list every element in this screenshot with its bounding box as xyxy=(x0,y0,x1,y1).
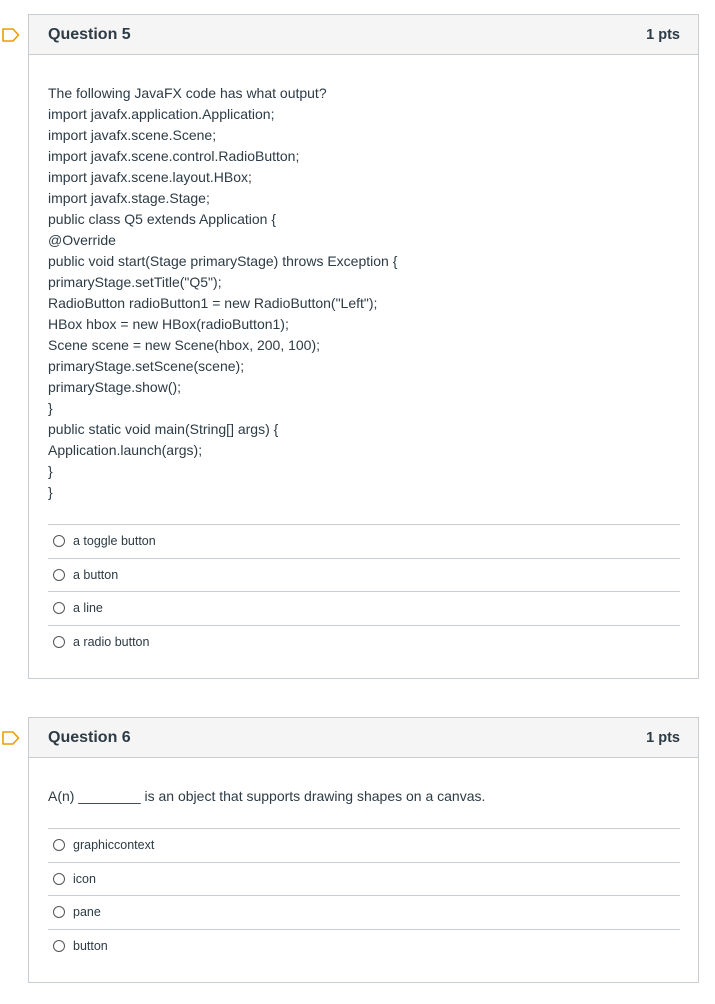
question-5-points: 1 pts xyxy=(646,26,680,43)
question-6-text xyxy=(48,758,680,807)
question-text-line: primaryStage.show(); xyxy=(48,379,182,395)
question-text-line: import javafx.scene.Scene; xyxy=(48,127,217,143)
answer-option[interactable] xyxy=(48,863,680,897)
question-text-line: import javafx.stage.Stage; xyxy=(48,190,210,206)
question-6-card xyxy=(28,717,699,983)
radio-unselected-icon[interactable] xyxy=(53,873,65,885)
answer-option[interactable] xyxy=(48,896,680,930)
question-text-line: primaryStage.setScene(scene); xyxy=(48,358,245,374)
flag-question-6-icon[interactable] xyxy=(2,731,20,745)
question-text-line: public static void main(String[] args) { xyxy=(48,421,279,437)
question-5-title: Question 5 xyxy=(48,25,131,43)
question-5-body xyxy=(29,55,698,659)
radio-unselected-icon[interactable] xyxy=(53,535,65,547)
question-5-header xyxy=(29,15,698,55)
question-text-line: Scene scene = new Scene(hbox, 200, 100); xyxy=(48,337,321,353)
question-text-line: primaryStage.setTitle("Q5"); xyxy=(48,274,222,290)
answer-option[interactable] xyxy=(48,525,680,559)
answer-option[interactable] xyxy=(48,592,680,626)
question-text-line: A(n) ________ is an object that supports drawing shapes on a canvas. xyxy=(48,788,486,804)
radio-unselected-icon[interactable] xyxy=(53,636,65,648)
question-6-header xyxy=(29,718,698,758)
question-text-line: import javafx.scene.control.RadioButton; xyxy=(48,148,300,164)
answer-option[interactable] xyxy=(48,829,680,863)
question-text-line: Application.launch(args); xyxy=(48,442,203,458)
question-text-line: import javafx.application.Application; xyxy=(48,106,275,122)
question-6-body xyxy=(29,758,698,963)
question-6-title: Question 6 xyxy=(48,728,131,746)
answer-option[interactable] xyxy=(48,559,680,593)
answer-label[interactable]: graphiccontext xyxy=(73,838,155,853)
question-6-points: 1 pts xyxy=(646,729,680,746)
answer-label[interactable]: a line xyxy=(73,601,103,616)
question-text-line: @Override xyxy=(48,232,116,248)
answer-label[interactable]: icon xyxy=(73,871,96,886)
answer-label[interactable]: pane xyxy=(73,905,101,920)
question-text-line: import javafx.scene.layout.HBox; xyxy=(48,169,252,185)
question-text-line: RadioButton radioButton1 = new RadioButton("Left"); xyxy=(48,295,378,311)
answer-label[interactable]: a button xyxy=(73,567,119,582)
question-text-line: } xyxy=(48,484,53,500)
question-text-line: public void start(Stage primaryStage) throws Exception { xyxy=(48,253,398,269)
radio-unselected-icon[interactable] xyxy=(53,940,65,952)
question-text-line: } xyxy=(48,400,53,416)
question-6-answers xyxy=(48,828,680,963)
radio-unselected-icon[interactable] xyxy=(53,839,65,851)
question-text-line: } xyxy=(48,463,53,479)
answer-option[interactable] xyxy=(48,626,680,660)
flag-question-5-icon[interactable] xyxy=(2,28,20,42)
answer-label[interactable]: a toggle button xyxy=(73,534,156,549)
answer-label[interactable]: button xyxy=(73,939,108,954)
radio-unselected-icon[interactable] xyxy=(53,569,65,581)
radio-unselected-icon[interactable] xyxy=(53,906,65,918)
answer-label[interactable]: a radio button xyxy=(73,635,150,650)
question-text-line: The following JavaFX code has what output? xyxy=(48,85,327,101)
question-5-card xyxy=(28,14,699,679)
radio-unselected-icon[interactable] xyxy=(53,602,65,614)
question-text-line: public class Q5 extends Application { xyxy=(48,211,277,227)
question-5-answers xyxy=(48,524,680,659)
question-5-text xyxy=(48,55,680,503)
question-text-line: HBox hbox = new HBox(radioButton1); xyxy=(48,316,289,332)
answer-option[interactable] xyxy=(48,930,680,964)
